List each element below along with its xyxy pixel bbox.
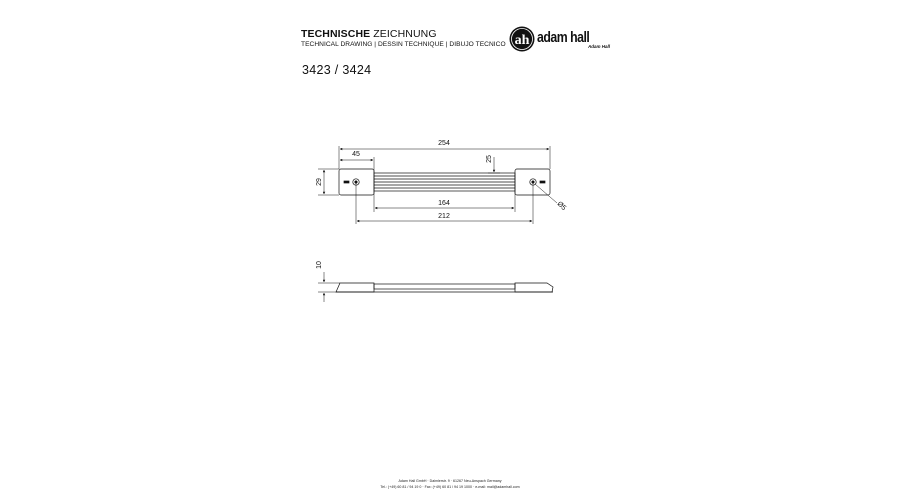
dim-label-212: 212	[438, 213, 450, 220]
logo-glyph: ah	[514, 33, 530, 48]
footer-address: Adam Hall GmbH · Daimlerstr. 9 · 61267 Neu-Anspach Germany	[398, 479, 502, 483]
dim-label-164: 164	[438, 200, 450, 207]
side-view	[336, 283, 553, 292]
dim-label-29: 29	[316, 178, 323, 186]
title-bold-part: TECHNISCHE	[301, 28, 371, 40]
footer-contact: Tel.: (+49) 60 81 / 94 19 0 · Fax: (+49) 60 81 / 94 19 1000 · e-mail: mail@adamhall.com	[380, 485, 520, 489]
side-view-dimensions	[318, 272, 340, 302]
side-grip-bar	[374, 284, 515, 289]
side-right-mount	[515, 283, 553, 292]
dim-label-45: 45	[352, 151, 360, 158]
logo-subline: Adam Hall	[588, 44, 611, 49]
model-number: 3423 / 3424	[302, 63, 372, 77]
dim-label-254: 254	[438, 140, 450, 147]
drawing-subtitle: TECHNICAL DRAWING | DESSIN TECHNIQUE | DIBUJO TECNICO	[301, 41, 506, 48]
dim-label-25: 25	[486, 155, 493, 163]
dim-label-10: 10	[316, 261, 323, 269]
title-regular-part: ZEICHNUNG	[373, 28, 437, 40]
top-view	[339, 169, 550, 195]
side-left-mount	[336, 283, 374, 292]
dim-label-hole-diameter: Ø5	[555, 200, 568, 213]
dim-leader-hole	[535, 184, 557, 203]
logo-wordmark: adam hall	[537, 29, 590, 46]
